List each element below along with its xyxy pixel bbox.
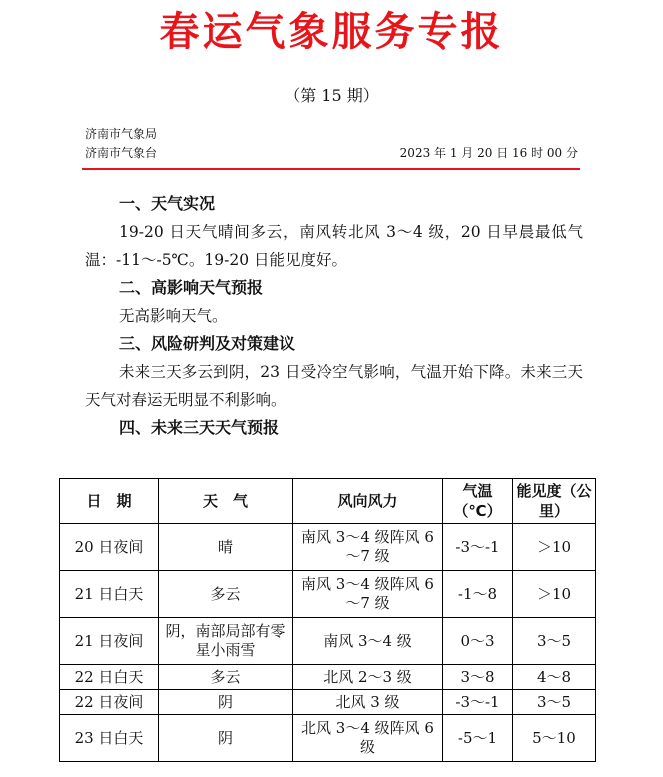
- section-text-high-impact: 无高影响天气。: [119, 307, 228, 325]
- col-header-weather: 天 气: [159, 479, 293, 524]
- cell-wind: 南风 3～4 级: [293, 618, 443, 665]
- col-header-temperature: 气温（℃）: [443, 479, 513, 524]
- cell-weather: 多云: [159, 665, 293, 690]
- table-header-row: [60, 479, 596, 524]
- issuer-observatory: 济南市气象台: [85, 146, 158, 160]
- cell-date: 21 日白天: [60, 571, 159, 618]
- table-row: [60, 618, 596, 665]
- issue-number: （第 15 期）: [284, 86, 379, 105]
- cell-weather: 阴，南部局部有零星小雨雪: [159, 618, 293, 665]
- table-row: [60, 524, 596, 571]
- cell-date: 22 日夜间: [60, 690, 159, 715]
- forecast-table: [59, 478, 596, 762]
- section-heading-risk: 三、风险研判及对策建议: [119, 334, 296, 353]
- cell-weather: 晴: [159, 524, 293, 571]
- cell-weather: 阴: [159, 715, 293, 762]
- cell-weather: 阴: [159, 690, 293, 715]
- col-header-date: 日 期: [60, 479, 159, 524]
- cell-temperature: -3～-1: [443, 524, 513, 571]
- cell-visibility: 3～5: [513, 690, 596, 715]
- col-header-visibility: 能见度（公里）: [513, 479, 596, 524]
- cell-visibility: 5～10: [513, 715, 596, 762]
- table-row: [60, 715, 596, 762]
- section-heading-forecast: 四、未来三天天气预报: [119, 418, 280, 437]
- table-row: [60, 690, 596, 715]
- section-heading-high-impact: 二、高影响天气预报: [119, 278, 264, 297]
- section-text-risk: 未来三天多云到阴，23 日受冷空气影响，气温开始下降。未来三天天气对春运无明显不利影响。: [85, 363, 583, 409]
- cell-visibility: 4～8: [513, 665, 596, 690]
- cell-visibility: ＞10: [513, 524, 596, 571]
- cell-wind: 北风 3～4 级阵风 6 级: [293, 715, 443, 762]
- cell-visibility: ＞10: [513, 571, 596, 618]
- issue-datetime: 2023 年 1 月 20 日 16 时 00 分: [399, 146, 578, 160]
- cell-date: 22 日白天: [60, 665, 159, 690]
- cell-wind: 南风 3～4 级阵风 6～7 级: [293, 571, 443, 618]
- cell-temperature: 0～3: [443, 618, 513, 665]
- cell-weather: 多云: [159, 571, 293, 618]
- section-heading-observation: 一、天气实况: [119, 194, 216, 213]
- issuer-bureau: 济南市气象局: [85, 127, 158, 141]
- cell-wind: 北风 2～3 级: [293, 665, 443, 690]
- cell-temperature: -3～-1: [443, 690, 513, 715]
- cell-temperature: -1～8: [443, 571, 513, 618]
- header-divider: [82, 168, 580, 170]
- table-row: [60, 571, 596, 618]
- table-row: [60, 665, 596, 690]
- cell-wind: 南风 3～4 级阵风 6～7 级: [293, 524, 443, 571]
- report-title: 春运气象服务专报: [159, 9, 504, 55]
- cell-date: 23 日白天: [60, 715, 159, 762]
- cell-visibility: 3～5: [513, 618, 596, 665]
- cell-temperature: -5～1: [443, 715, 513, 762]
- cell-date: 20 日夜间: [60, 524, 159, 571]
- cell-wind: 北风 3 级: [293, 690, 443, 715]
- cell-date: 21 日夜间: [60, 618, 159, 665]
- col-header-wind: 风向风力: [293, 479, 443, 524]
- report-body: [85, 190, 583, 442]
- section-text-observation: 19-20 日天气晴间多云，南风转北风 3～4 级，20 日早晨最低气温：-11～-5℃。19-20 日能见度好。: [85, 223, 583, 269]
- cell-temperature: 3～8: [443, 665, 513, 690]
